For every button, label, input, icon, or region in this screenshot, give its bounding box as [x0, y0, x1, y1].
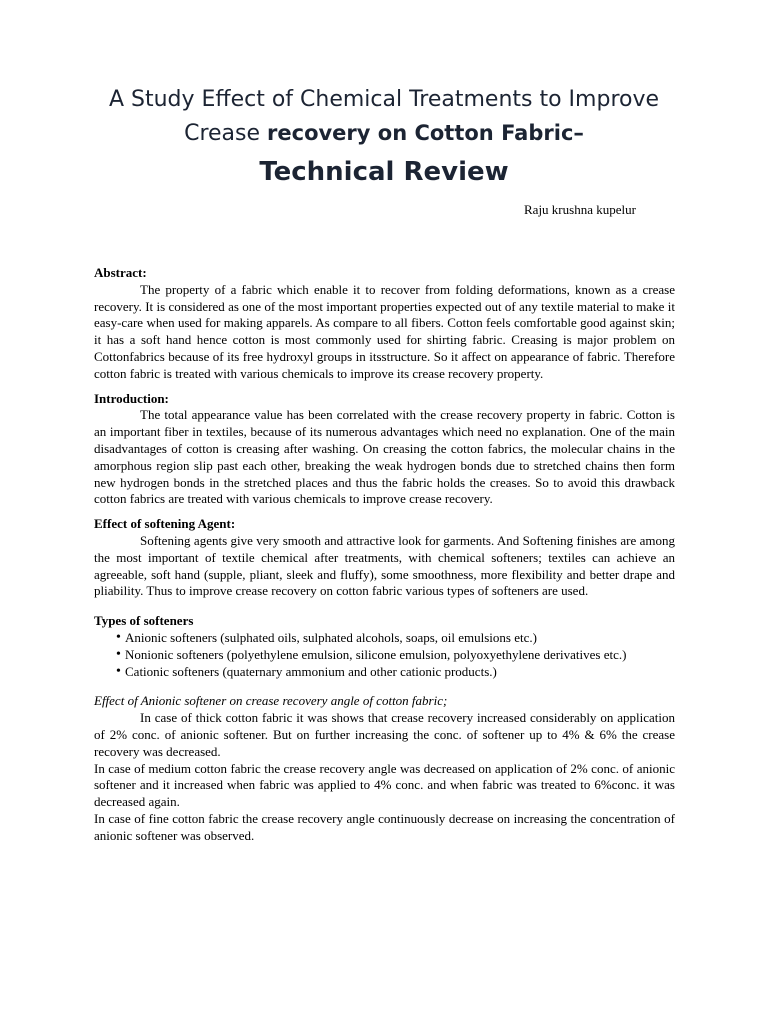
introduction-text: The total appearance value has been correlated with the crease recovery property in fabric. Cotton is an important fiber in textiles, because of its numerous advantages which need no explanation. One of the main disadvantages of cotton is creasing after washing. On creasing the cotton fabrics, the molecular chains in the amorphous region slip past each other, breaking the weak hydrogen bonds due to stretched chains then form new hydrogen bonds in the stretched places and thus the fabric holds the creases. So to avoid this drawback cotton fabrics are treated with various chemicals to improve crease recovery.: [94, 407, 675, 507]
softening-heading: Effect of softening Agent:: [94, 516, 236, 532]
introduction-heading: Introduction:: [94, 390, 169, 406]
title-line-2-bold: recovery on Cotton Fabric–: [267, 121, 584, 145]
author-name: Raju krushna kupelur: [524, 202, 636, 217]
title-line-2: [60, 116, 708, 151]
anionic-effect-para-3: In case of fine cotton fabric the crease recovery angle continuously decrease on increasing the concentration of anionic softener was observed.: [94, 810, 675, 843]
anionic-effect-heading: Effect of Anionic softener on crease recovery angle of cotton fabric;: [94, 693, 448, 709]
document-body: [94, 265, 675, 845]
softening-text: Softening agents give very smooth and attractive look for garments. And Softening finishes are among the most important of textile chemical after treatments, with chemical softeners; textiles can achieve an agreeable, soft hand (supple, pliant, sleek and fluffy), some smoothness, more flexibility and better drape and pliability. Thus to improve crease recovery on cotton fabric various types of softeners are used.: [94, 532, 675, 599]
list-item: • Anionic softeners (sulphated oils, sulphated alcohols, soaps, oil emulsions etc.): [94, 630, 675, 647]
abstract-heading: Abstract:: [94, 265, 147, 280]
list-item: • Nonionic softeners (polyethylene emulsion, silicone emulsion, polyoxyethylene derivatives etc.): [94, 647, 675, 664]
anionic-effect-para-1: In case of thick cotton fabric it was shows that crease recovery increased considerably on application of 2% conc. of anionic softener. But on further increasing the conc. of softener up to 4% & 6% the crease recovery was decreased.: [94, 710, 675, 759]
anionic-effect-para-2: In case of medium cotton fabric the crease recovery angle was decreased on application of 2% conc. of anionic softener and it increased when fabric was applied to 4% conc. and when fabric was treated to 6%conc. it was decreased again.: [94, 760, 675, 810]
abstract-text: The property of a fabric which enable it to recover from folding deformations, known as a crease recovery. It is considered as one of the most important properties expected out of any textile material to make it easy-care when used for making apparels. As compare to all fibers. Cotton feels comfortable good against skin; it has a soft hand hence cotton is most commonly used for shirting fabric. Creasing is major problem on Cottonfabrics because of its free hydroxyl groups in itsstructure. So it affect on appearance of fabric. Therefore cotton fabric is treated with various chemicals to improve its crease recovery property.: [94, 281, 675, 381]
title-line-3: Technical Review: [259, 157, 509, 187]
list-item: • Cationic softeners (quaternary ammonium and other cationic products.): [94, 664, 675, 681]
types-heading: Types of softeners: [94, 613, 194, 629]
softener-types-list: [94, 630, 675, 680]
title-line-1: A Study Effect of Chemical Treatments to Improve: [108, 87, 660, 112]
title-line-2-prefix: Crease: [184, 121, 268, 146]
document-title: [60, 84, 708, 192]
